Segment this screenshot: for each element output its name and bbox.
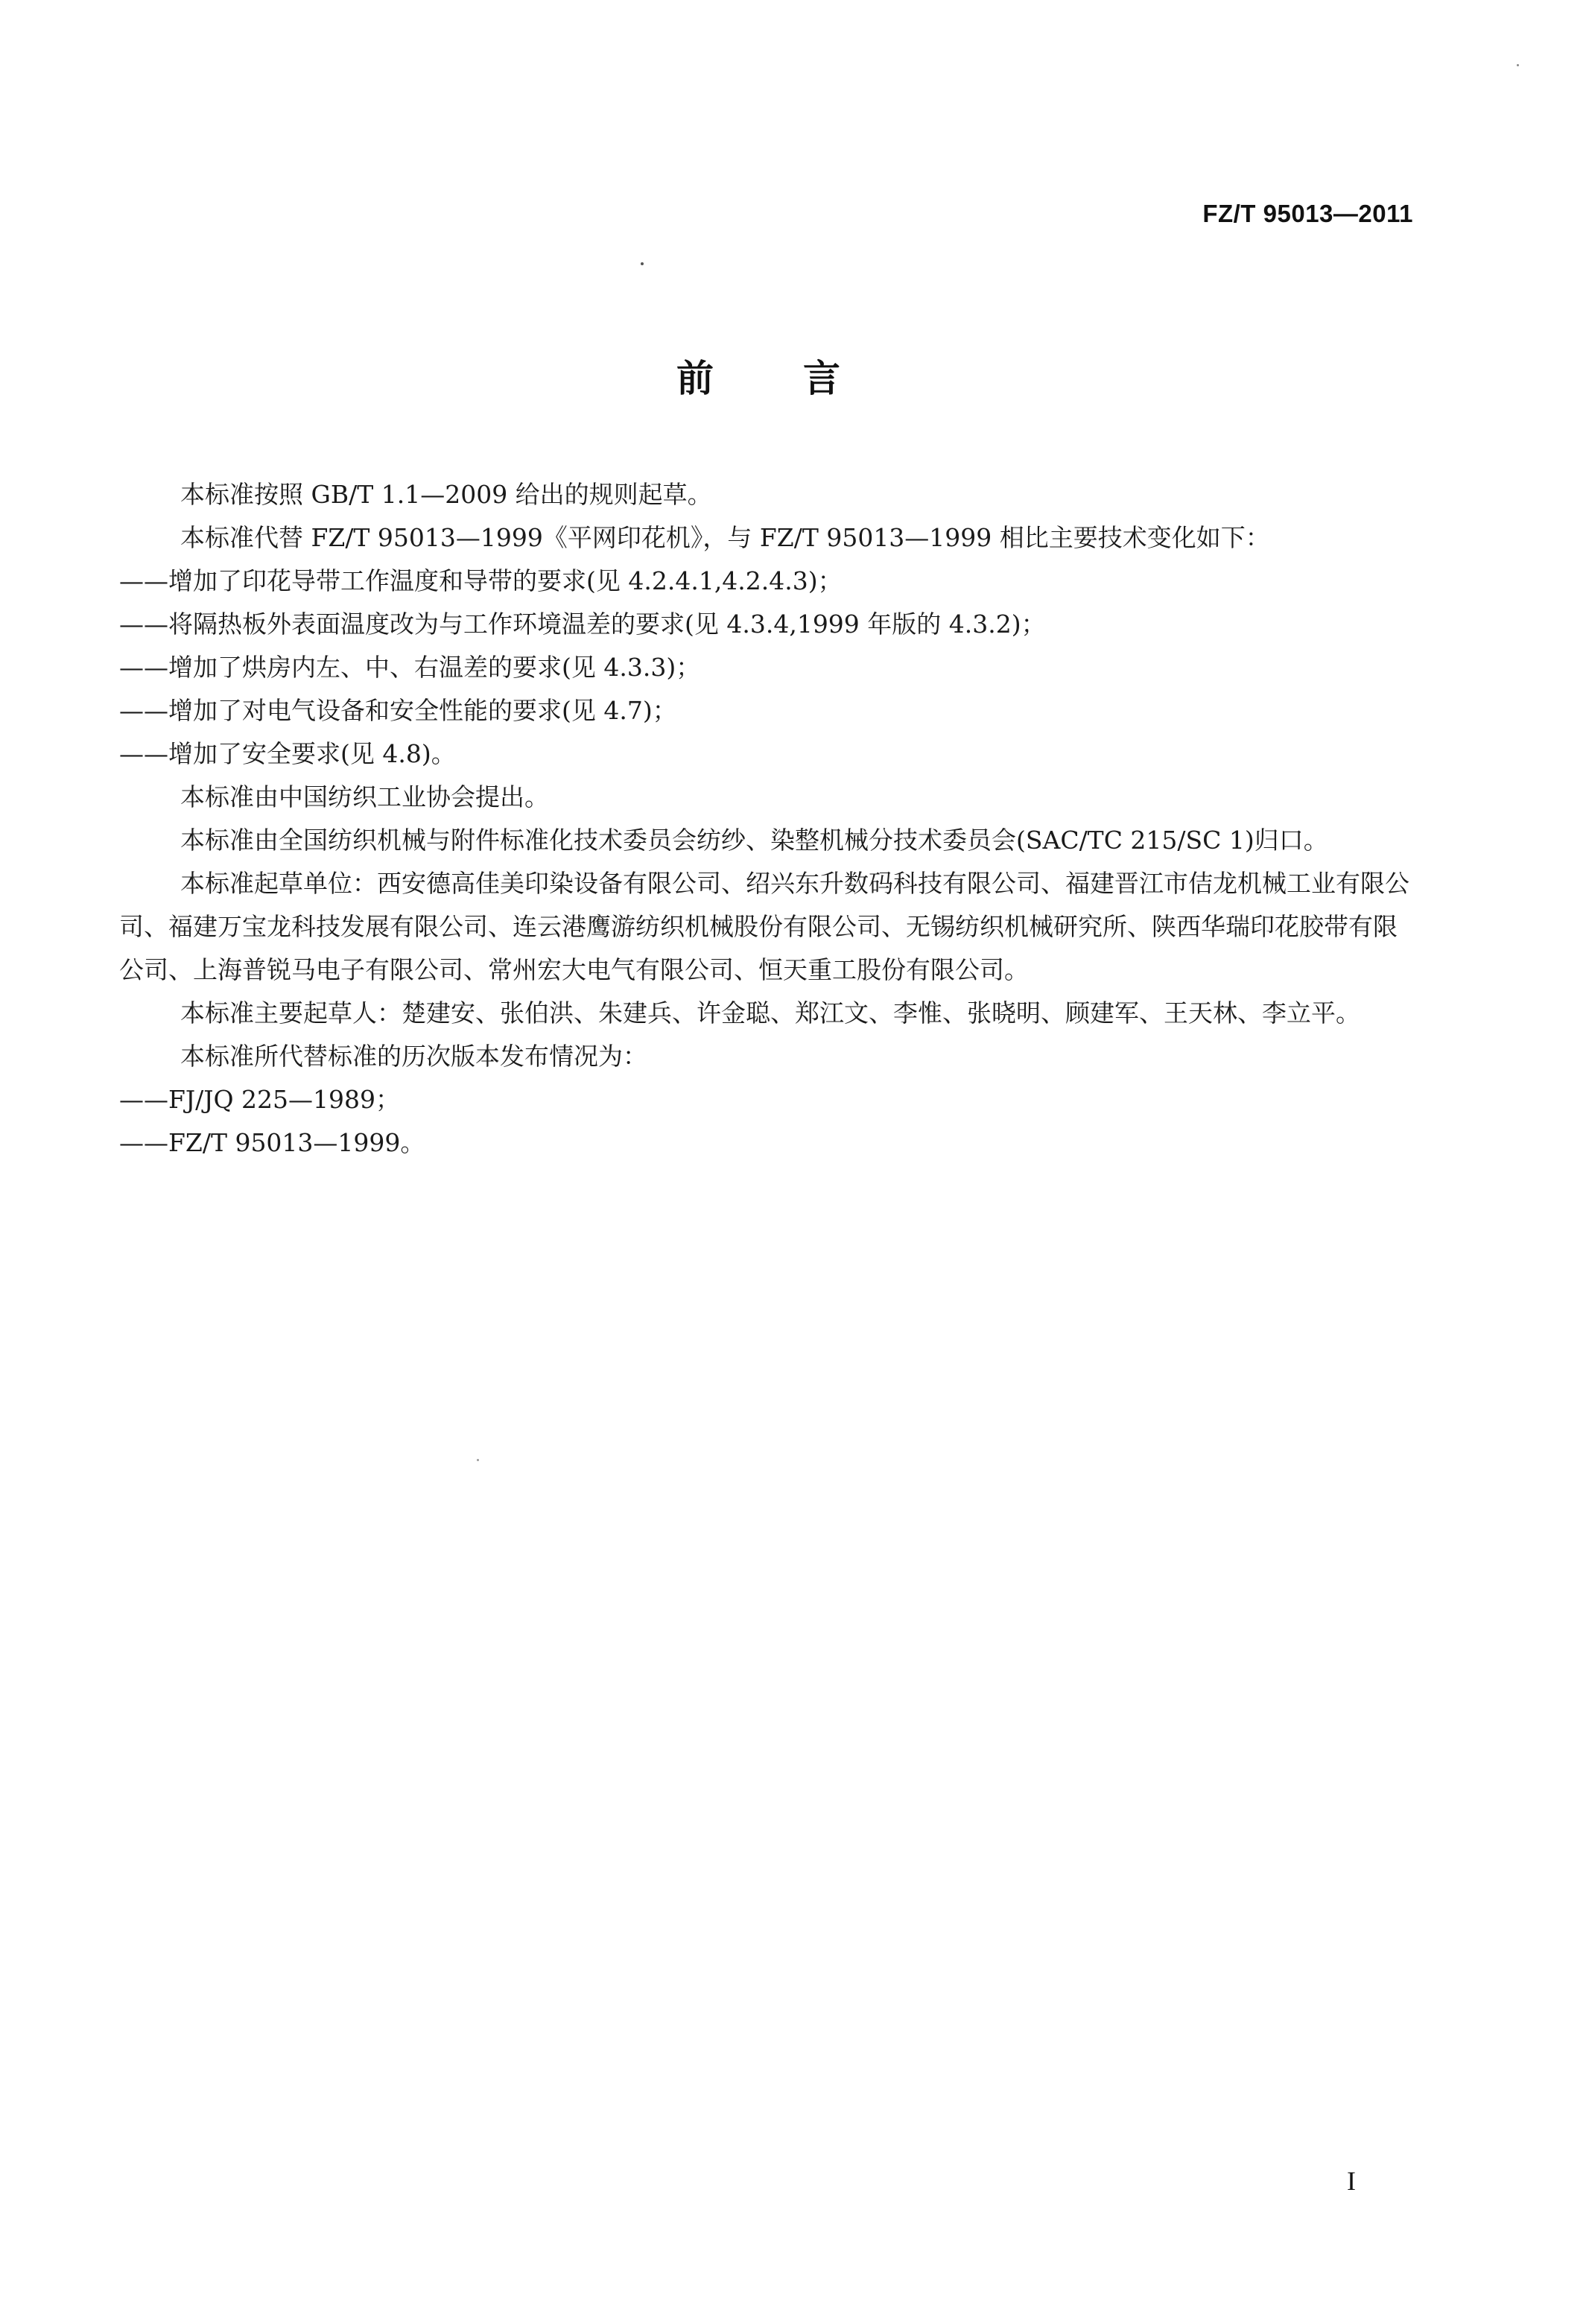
paragraph-drafting-rules: 本标准按照 GB/T 1.1—2009 给出的规则起草。 <box>180 480 712 509</box>
paragraph-replacement: 本标准代替 FZ/T 95013—1999《平网印花机》，与 FZ/T 95013—1999 相比主要技术变化如下： <box>180 523 1270 552</box>
scan-speck <box>477 1459 479 1461</box>
history-item: ——FZ/T 95013—1999。 <box>119 1128 425 1157</box>
scan-speck <box>1517 64 1519 66</box>
paragraph-committee: 本标准由全国纺织机械与附件标准化技术委员会纺纱、染整机械分技术委员会(SAC/TC 215/SC 1)归口。 <box>180 826 1328 855</box>
change-item: ——将隔热板外表面温度改为与工作环境温差的要求(见 4.3.4,1999 年版的 4.3.2)； <box>119 610 1046 639</box>
paragraph-drafting-units: 本标准起草单位：西安德高佳美印染设备有限公司、绍兴东升数码科技有限公司、福建晋江市佶龙机械工业有限公司、福建万宝龙科技发展有限公司、连云港鹰游纺织机械股份有限公司、无锡纺织机械研究所、陕西华瑞印花胶带有限公司、上海普锐马电子有限公司、常州宏大电气有限公司、恒天重工股份有限公司。 <box>119 869 1409 984</box>
paragraph-proposer: 本标准由中国纺织工业协会提出。 <box>180 782 549 811</box>
standard-code: FZ/T 95013—2011 <box>1202 200 1413 227</box>
change-item: ——增加了安全要求(见 4.8)。 <box>119 739 456 768</box>
history-item: ——FJ/JQ 225—1989； <box>119 1085 400 1114</box>
page-title: 前言 <box>676 357 930 400</box>
change-item: ——增加了印花导带工作温度和导带的要求(见 4.2.4.1,4.2.4.3)； <box>119 566 843 595</box>
change-item: ——增加了对电气设备和安全性能的要求(见 4.7)； <box>119 696 677 725</box>
foreword-body <box>119 473 1412 1165</box>
scan-speck <box>641 262 644 265</box>
paragraph-drafters: 本标准主要起草人：楚建安、张伯洪、朱建兵、许金聪、郑江文、李惟、张晓明、顾建军、王天林、李立平。 <box>180 998 1360 1028</box>
change-item: ——增加了烘房内左、中、右温差的要求(见 4.3.3)； <box>119 653 701 682</box>
paragraph-history: 本标准所代替标准的历次版本发布情况为： <box>180 1042 647 1071</box>
page-number: I <box>1347 2166 1356 2196</box>
